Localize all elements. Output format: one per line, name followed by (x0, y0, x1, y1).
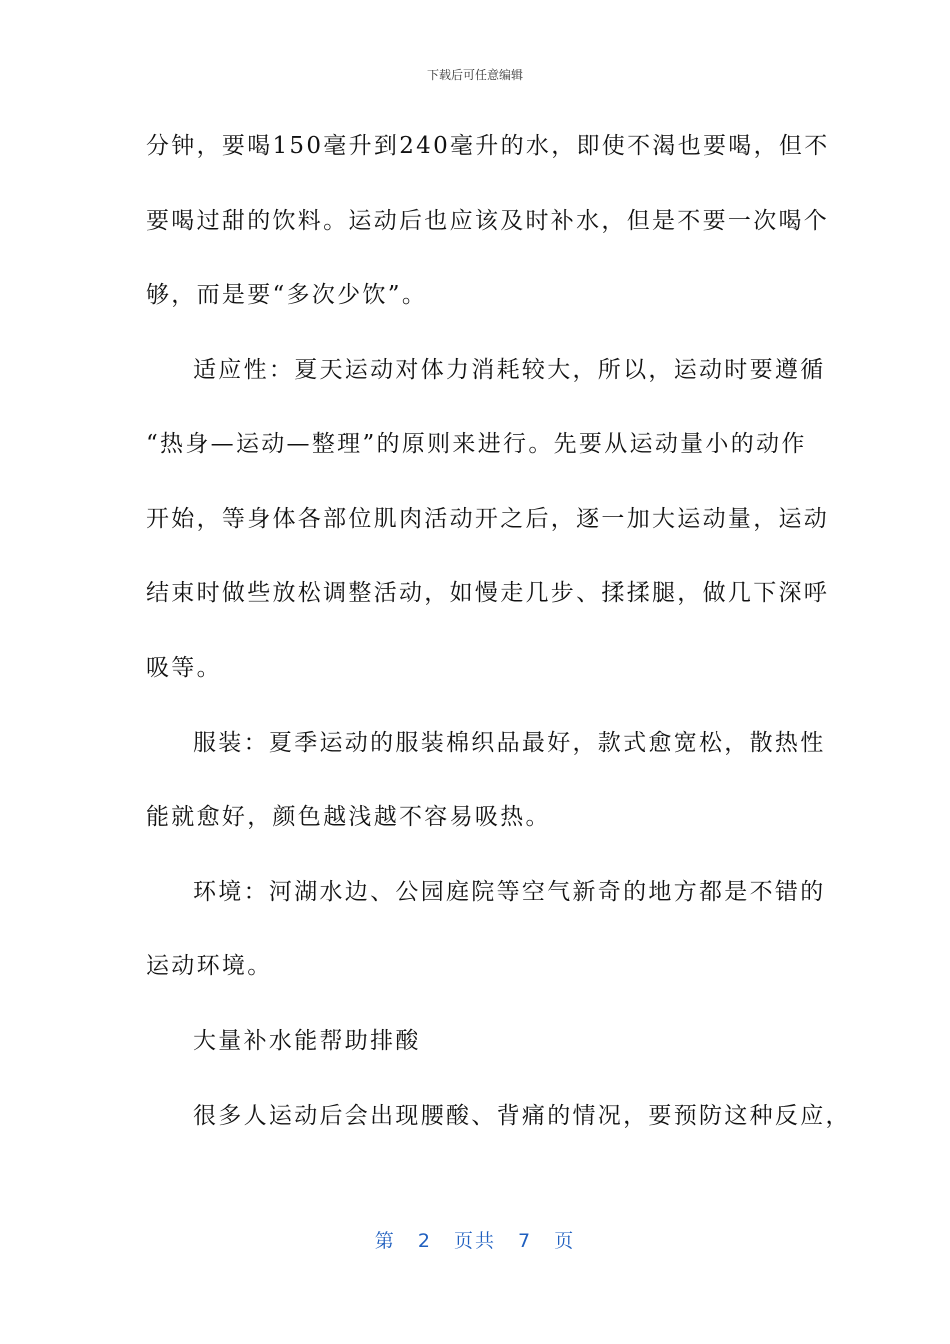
body-line: 能就愈好，颜色越浅越不容易吸热。 (146, 804, 551, 830)
body-line: 要喝过甜的饮料。运动后也应该及时补水，但是不要一次喝个 (146, 208, 830, 234)
body-line: 很多人运动后会出现腰酸、背痛的情况，要预防这种反应， (193, 1103, 851, 1129)
footer-middle: 页共 (453, 1230, 496, 1252)
body-line: 开始，等身体各部位肌肉活动开之后，逐一加大运动量，运动 (146, 506, 830, 532)
body-line: 运动环境。 (146, 953, 273, 979)
footer-prefix: 第 (374, 1230, 396, 1252)
footer-suffix: 页 (554, 1230, 576, 1252)
body-line: 结束时做些放松调整活动，如慢走几步、揉揉腿，做几下深呼 (146, 580, 830, 606)
paragraph-adaptability: 适应性：夏天运动对体力消耗较大，所以，运动时要遵循 (193, 357, 826, 383)
paragraph-environment: 环境：河湖水边、公园庭院等空气新奇的地方都是不错的 (193, 879, 826, 905)
section-heading: 大量补水能帮助排酸 (193, 1028, 421, 1054)
body-line: 吸等。 (146, 655, 222, 681)
body-line: 够，而是要“多次少饮”。 (146, 282, 428, 308)
footer-page-number: 2 (417, 1230, 432, 1252)
body-line: “热身—运动—整理”的原则来进行。先要从运动量小的动作 (146, 431, 807, 457)
body-line: 分钟，要喝150毫升到240毫升的水，即使不渴也要喝，但不 (146, 133, 830, 159)
footer-total-pages: 7 (518, 1230, 533, 1252)
page-footer (0, 1226, 950, 1253)
header-note: 下载后可任意编辑 (426, 68, 523, 82)
paragraph-clothing: 服装：夏季运动的服装棉织品最好，款式愈宽松，散热性 (193, 730, 826, 756)
